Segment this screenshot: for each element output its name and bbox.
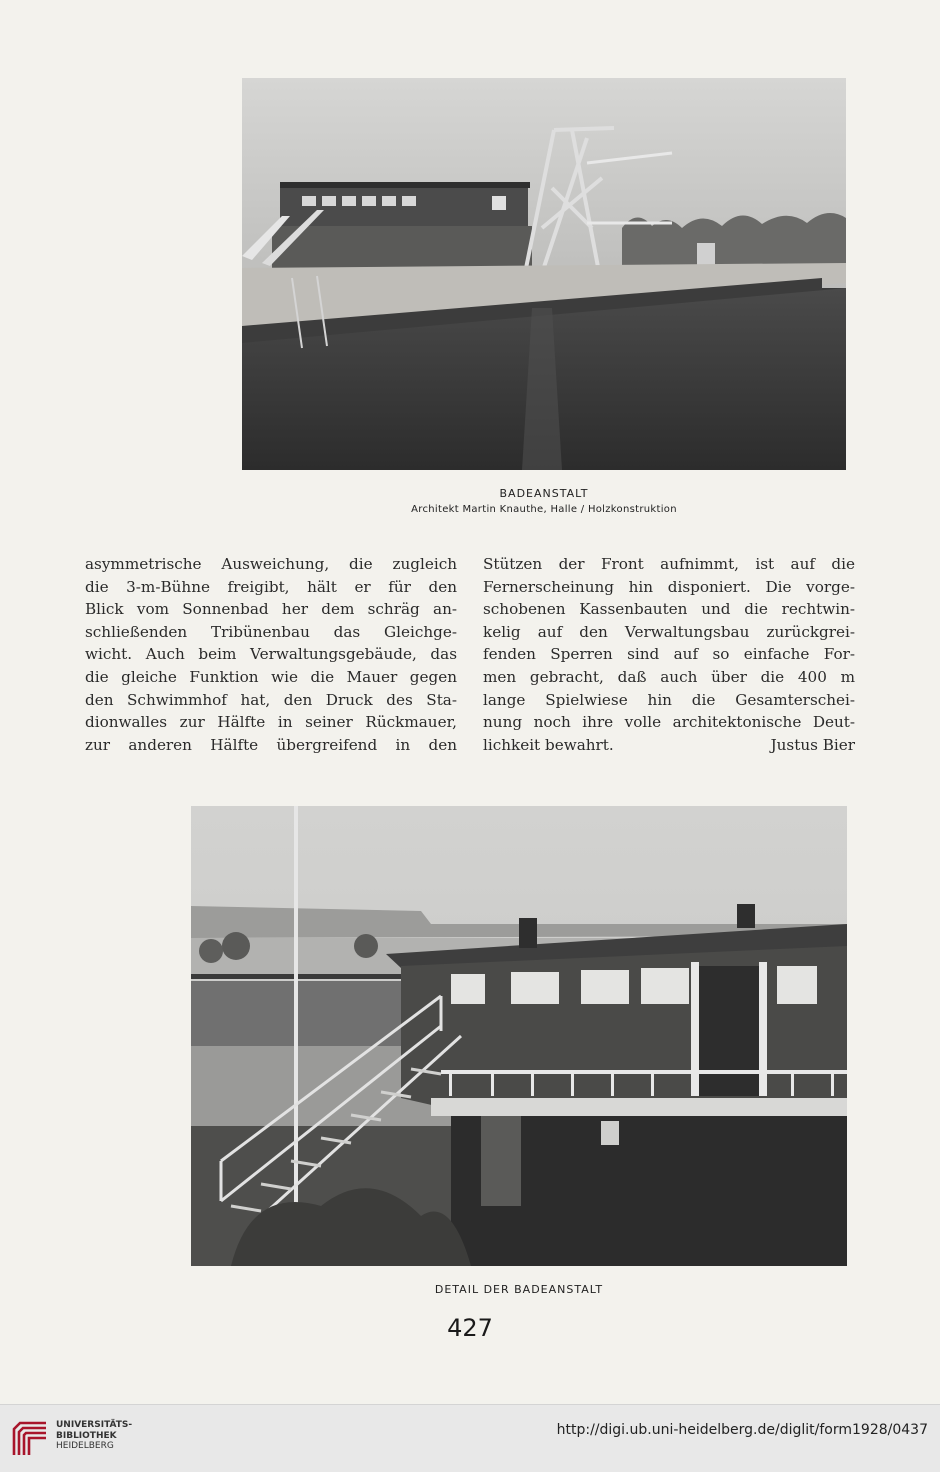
text-line: wicht. Auch beim Verwaltungsgebäude, das <box>85 645 457 664</box>
text-column-left <box>85 553 457 756</box>
text-line: schobenen Kassenbauten und die rechtwin- <box>483 600 855 619</box>
text-line: den Schwimmhof hat, den Druck des Sta- <box>85 690 457 709</box>
text-column-right <box>483 553 855 756</box>
text-line: lange Spielwiese hin die Gesamterschei- <box>483 690 855 709</box>
photo-bathing-facility-image <box>242 78 846 470</box>
text-line: zur anderen Hälfte übergreifend in den <box>85 735 457 754</box>
page-number: 427 <box>447 1314 493 1342</box>
text-line: men gebracht, daß auch über die 400 m <box>483 667 855 686</box>
text-line: die 3-m-Bühne freigibt, hält er für den <box>85 577 457 596</box>
library-name-line2: BIBLIOTHEK <box>56 1430 117 1441</box>
university-library-logo-icon <box>10 1419 50 1459</box>
text-line: die gleiche Funktion wie die Mauer gegen <box>85 667 457 686</box>
text-line: asymmetrische Ausweichung, die zugleich <box>85 555 457 573</box>
photo-bathing-facility-detail-image <box>191 806 847 1266</box>
text-line: schließenden Tribünenbau das Gleichge- <box>85 622 457 641</box>
closing-line <box>483 734 855 757</box>
text-line: nung noch ihre volle architektonische Deut- <box>483 713 855 732</box>
text-line: dionwalles zur Hälfte in seiner Rückmauer, <box>85 713 457 732</box>
photo-bathing-facility <box>242 78 846 470</box>
source-url[interactable]: http://digi.ub.uni-heidelberg.de/diglit/form1928/0437 <box>556 1422 928 1438</box>
text-line: fenden Sperren sind auf so einfache For- <box>483 645 855 664</box>
library-name-line1: UNIVERSITÄTS- <box>56 1420 133 1430</box>
figure1-subtitle: Architekt Martin Knauthe, Halle / Holzkonstruktion <box>411 504 677 515</box>
text-line-last: lichkeit bewahrt. <box>483 735 614 754</box>
figure2-title: DETAIL DER BADEANSTALT <box>434 1283 604 1296</box>
text-line: Blick vom Sonnenbad her dem schräg an- <box>85 600 457 619</box>
library-footer <box>0 1404 940 1472</box>
figure1-title: BADEANSTALT <box>499 487 589 500</box>
author-signature: Justus Bier <box>770 735 855 754</box>
library-name-line3: HEIDELBERG <box>56 1441 114 1451</box>
text-line: kelig auf den Verwaltungsbau zurückgrei- <box>483 622 855 641</box>
text-line: Fernerscheinung hin disponiert. Die vorge- <box>483 577 855 596</box>
photo-bathing-facility-detail <box>191 806 847 1266</box>
library-name <box>56 1420 132 1452</box>
text-line: Stützen der Front aufnimmt, ist auf die <box>483 555 855 573</box>
